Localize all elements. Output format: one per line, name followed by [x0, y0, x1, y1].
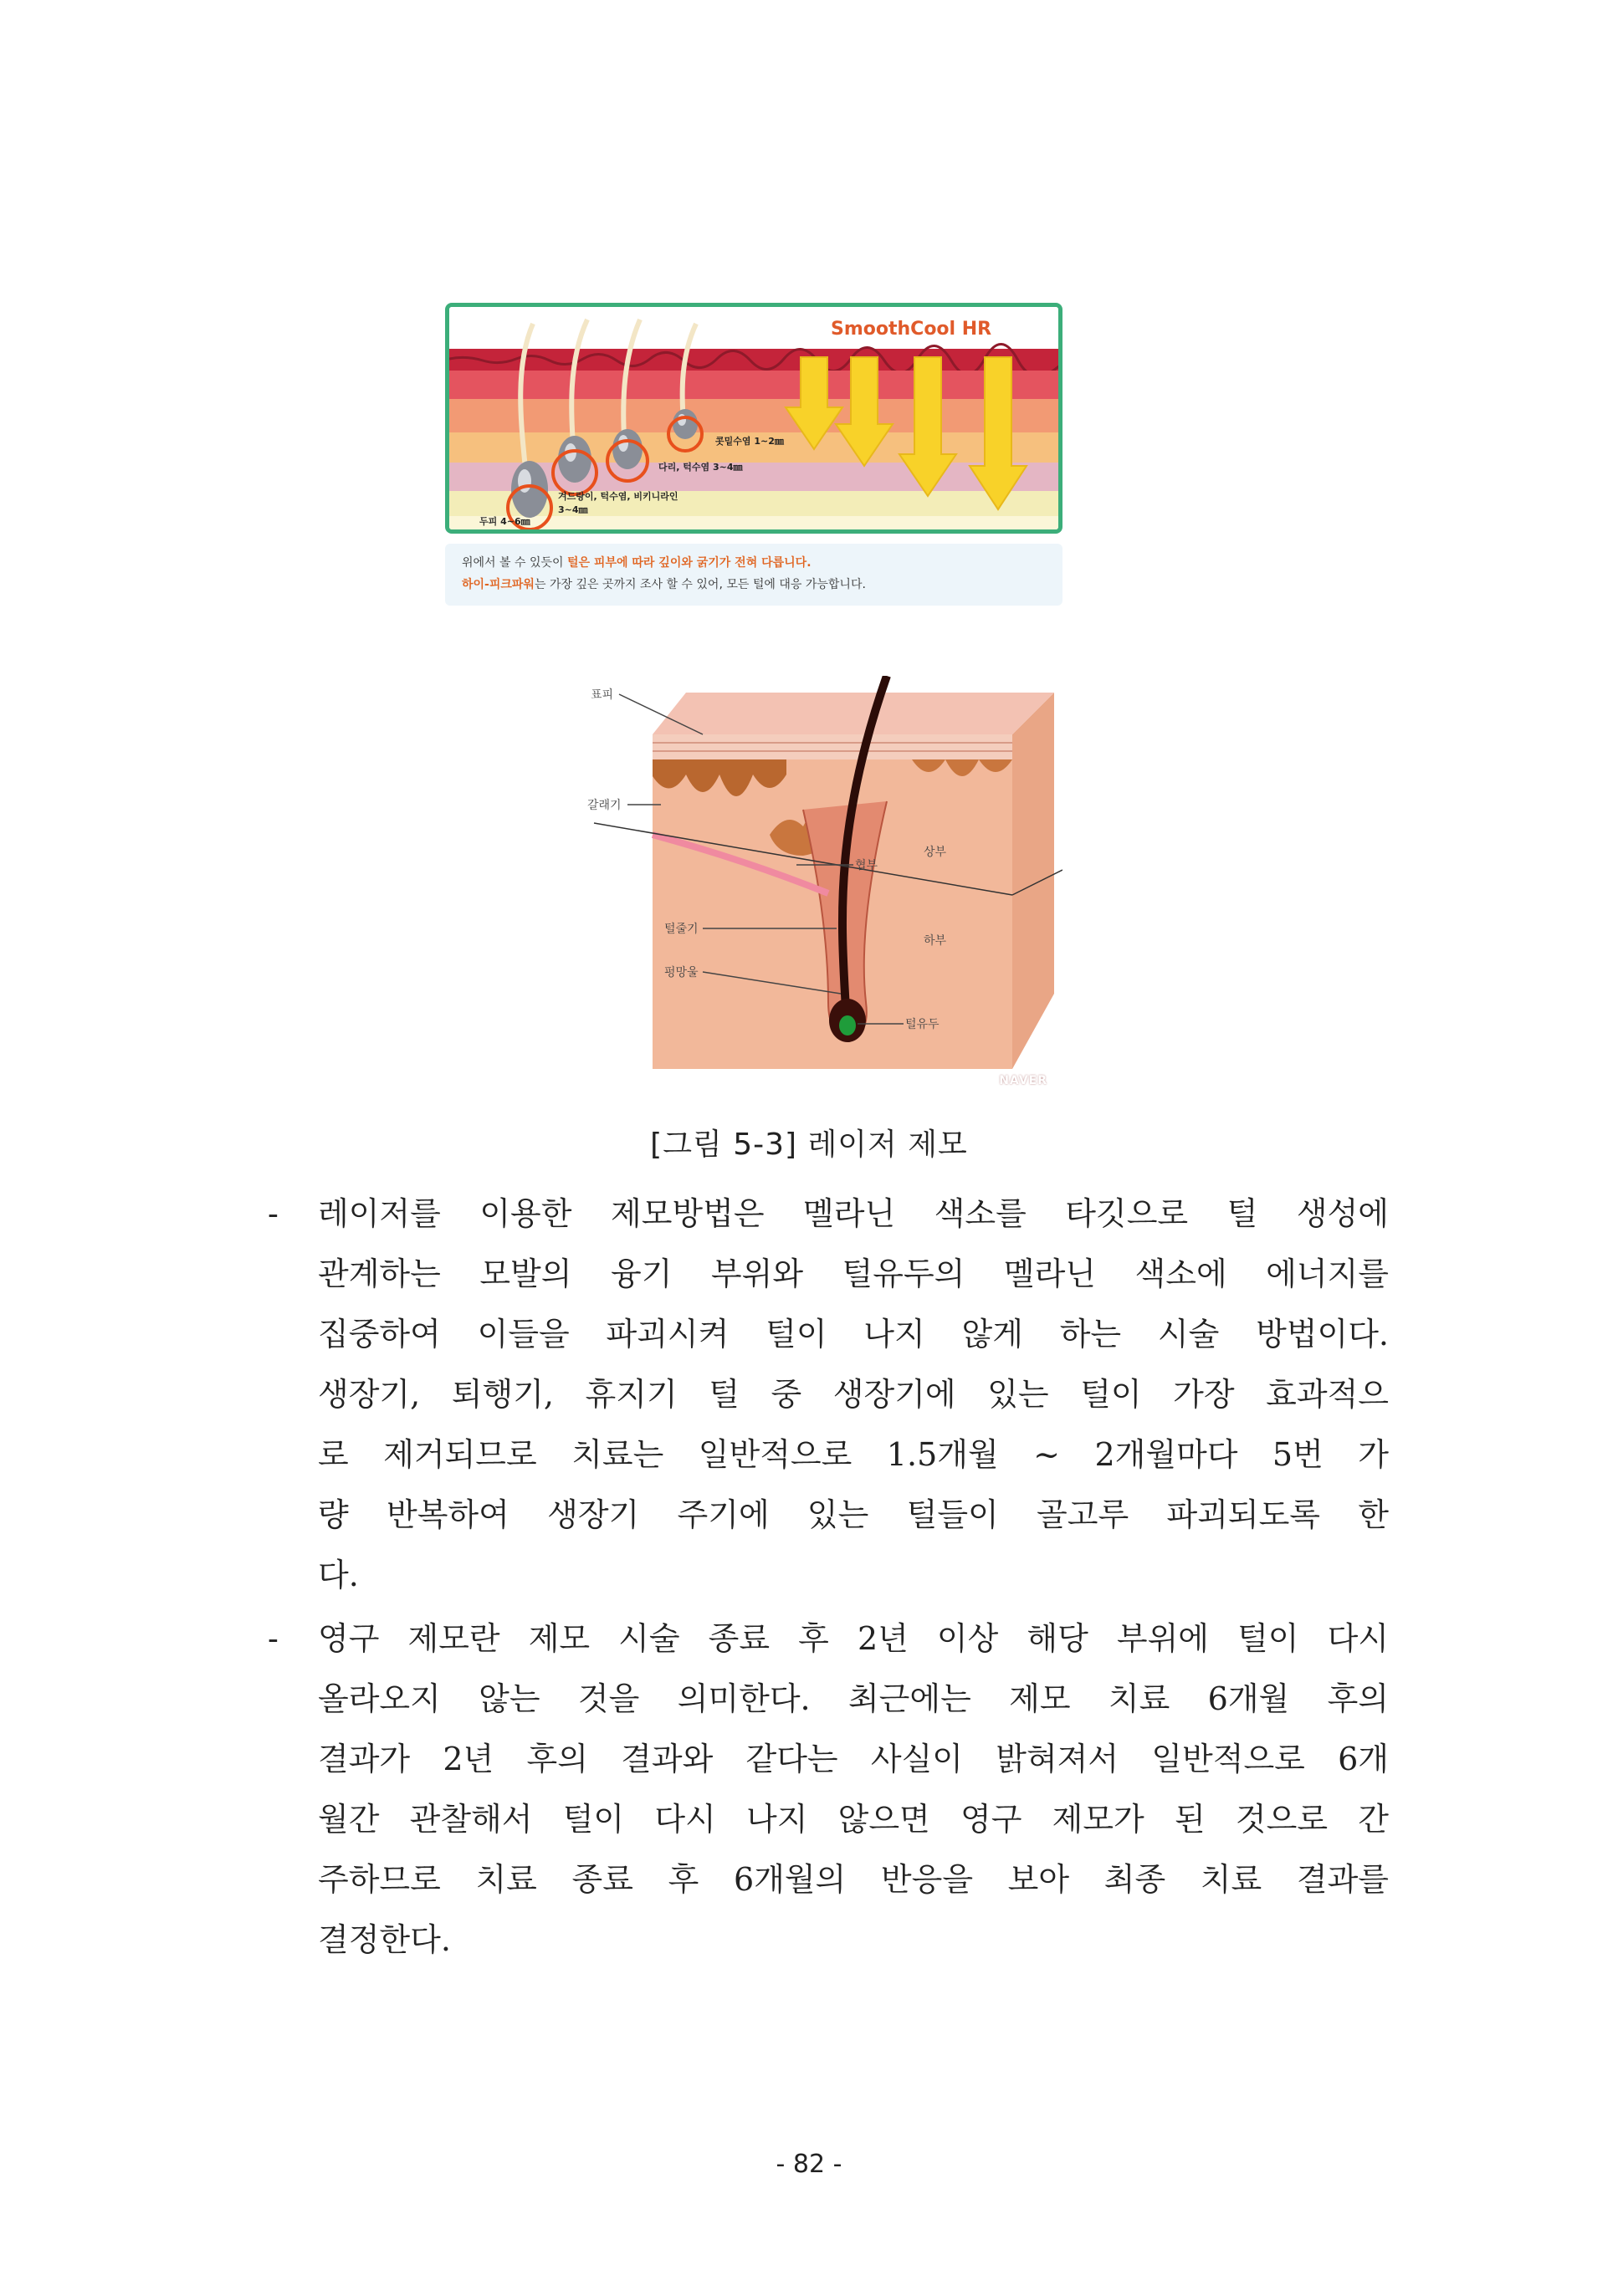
paragraph-line: 다.	[318, 1557, 359, 1593]
label-hair-stalk: 털줄기	[664, 923, 699, 936]
brand-title: SmoothCool HR	[831, 319, 992, 340]
naver-watermark: NAVER	[999, 1074, 1047, 1087]
paragraph-line: 결정한다.	[318, 1921, 451, 1958]
page-number: - 82 -	[776, 2150, 842, 2179]
label-bulge: 협부	[855, 859, 878, 872]
skin-layers-graphic	[449, 307, 1062, 534]
label-lower: 하부	[924, 934, 947, 948]
depth-label-scalp: 두피 4~6㎜	[479, 516, 530, 527]
paragraph-line: 결과가 2년 후의 결과와 같다는 사실이 밝혀져서 일반적으로 6개	[318, 1741, 1389, 1777]
caption-line-1-prefix: 위에서 볼 수 있듯이	[462, 556, 567, 570]
paragraph-line: 로 제거되므로 치료는 일반적으로 1.5개월 ~ 2개월마다 5번 가	[318, 1436, 1389, 1473]
figure-caption: [그림 5-3] 레이저 제모	[650, 1128, 968, 1162]
label-vessel: 펑망울	[664, 966, 699, 979]
laser-depth-caption	[445, 544, 1062, 606]
caption-line-2-rest: 는 가장 깊은 곳까지 조사 할 수 있어, 모든 털에 대응 가능합니다.	[534, 578, 866, 591]
depth-label-mustache: 콧밑수염 1~2㎜	[715, 436, 784, 447]
paragraph-line: 집중하여 이들을 파괴시켜 털이 나지 않게 하는 시술 방법이다.	[318, 1316, 1389, 1353]
depth-label-underarm-depth: 3~4㎜	[558, 504, 588, 515]
paragraph-permanent-removal	[268, 1608, 1389, 1970]
skin-cross-section-graphic	[577, 676, 1062, 1094]
caption-line-2	[462, 574, 1046, 596]
paragraph-line: 량 반복하여 생장기 주기에 있는 털들이 골고루 파괴되도록 한	[318, 1496, 1389, 1533]
depth-label-underarm: 겨드랑이, 턱수염, 비키니라인	[558, 491, 678, 502]
laser-depth-figure	[445, 303, 1062, 606]
paragraph-line: 월간 관찰해서 털이 다시 나지 않으면 영구 제모가 된 것으로 간	[318, 1801, 1389, 1838]
paragraph-line: 올라오지 않는 것을 의미한다. 최근에는 제모 치료 6개월 후의	[318, 1680, 1389, 1717]
bullet-dash: -	[268, 1195, 279, 1232]
caption-line-1-highlight: 털은 피부에 따라 깊이와 굵기가 전혀 다릅니다.	[567, 556, 812, 570]
laser-depth-diagram	[445, 303, 1062, 534]
label-sebaceous: 갈래기	[587, 799, 622, 812]
label-upper: 상부	[924, 846, 947, 859]
caption-line-2-highlight: 하이-피크파워	[462, 578, 535, 591]
paragraph-line: 주하므로 치료 종료 후 6개월의 반응을 보아 최종 치료 결과를	[318, 1861, 1389, 1898]
paragraph-line: 영구 제모란 제모 시술 종료 후 2년 이상 해당 부위에 털이 다시	[318, 1620, 1389, 1657]
label-epidermis: 표피	[591, 688, 614, 702]
paragraph-laser-method	[268, 1184, 1389, 1605]
depth-label-legs-beard: 다리, 턱수염 3~4㎜	[658, 462, 743, 473]
paragraph-line: 레이저를 이용한 제모방법은 멜라닌 색소를 타깃으로 털 생성에	[318, 1195, 1389, 1232]
skin-cross-section-figure	[577, 676, 1062, 1094]
paragraph-line: 관계하는 모발의 융기 부위와 털유두의 멜라닌 색소에 에너지를	[318, 1255, 1389, 1292]
label-bulb: 털유두	[905, 1018, 940, 1031]
paragraph-line: 생장기, 퇴행기, 휴지기 털 중 생장기에 있는 털이 가장 효과적으	[318, 1376, 1389, 1413]
caption-line-1	[462, 552, 1046, 574]
bullet-dash: -	[268, 1620, 279, 1657]
